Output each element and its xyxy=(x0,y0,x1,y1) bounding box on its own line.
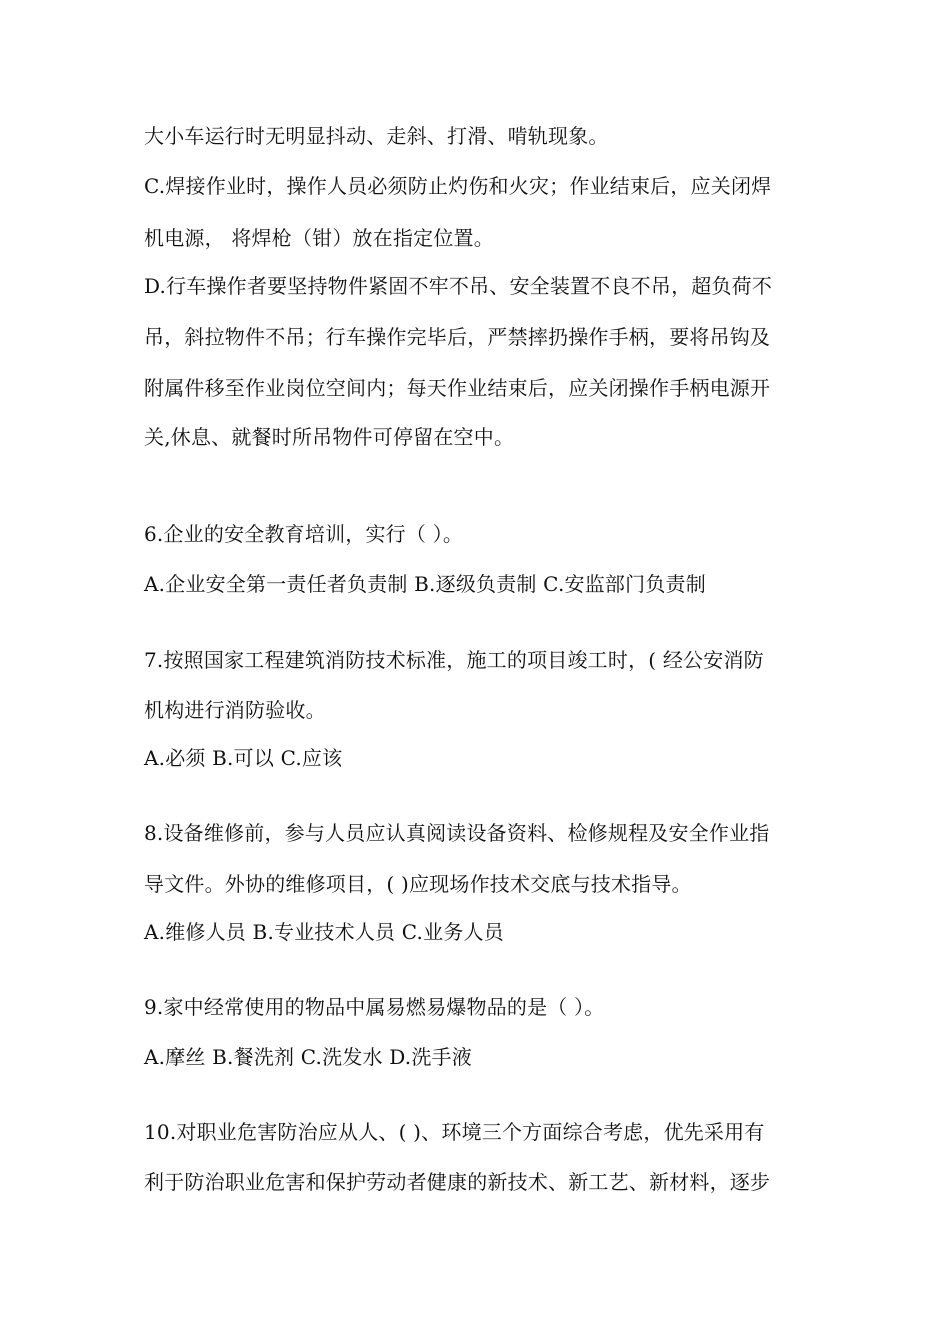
option-d-line-4: 关,休息、就餐时所吊物件可停留在空中。 xyxy=(144,425,515,449)
option-d-line-3: 附属件移至作业岗位空间内；每天作业结束后，应关闭操作手柄电源开 xyxy=(144,376,771,400)
question-6-options: A.企业安全第一责任者负责制 B.逐级负责制 C.安监部门负责制 xyxy=(144,572,706,596)
option-d-line-1: D.行车操作者要坚持物件紧固不牢不吊、安全装置不良不吊，超负荷不 xyxy=(144,274,773,298)
question-9-options: A.摩丝 B.餐洗剂 C.洗发水 D.洗手液 xyxy=(144,1045,472,1069)
question-6: 6.企业的安全教育培训，实行（ ）。 xyxy=(144,522,464,546)
question-8-line-2: 导文件。外协的维修项目，( )应现场作技术交底与技术指导。 xyxy=(144,872,692,896)
option-d-line-2: 吊，斜拉物件不吊；行车操作完毕后，严禁摔扔操作手柄，要将吊钩及 xyxy=(144,325,771,349)
question-7-line-2: 机构进行消防验收。 xyxy=(144,698,326,722)
question-8-line-1: 8.设备维修前，参与人员应认真阅读设备资料、检修规程及安全作业指 xyxy=(144,821,770,845)
text-line-continuation: 大小车运行时无明显抖动、走斜、打滑、啃轨现象。 xyxy=(144,124,609,148)
question-9: 9.家中经常使用的物品中属易燃易爆物品的是（ ）。 xyxy=(144,995,605,1019)
option-c-line-1: C.焊接作业时，操作人员必须防止灼伤和火灾；作业结束后，应关闭焊 xyxy=(144,174,772,198)
option-c-line-2: 机电源， 将焊枪（钳）放在指定位置。 xyxy=(144,226,494,250)
question-7-options: A.必须 B.可以 C.应该 xyxy=(144,746,343,770)
question-8-options: A.维修人员 B.专业技术人员 C.业务人员 xyxy=(144,920,504,944)
question-10-line-2: 利于防治职业危害和保护劳动者健康的新技术、新工艺、新材料，逐步 xyxy=(144,1170,771,1194)
question-10-line-1: 10.对职业危害防治应从人、( )、环境三个方面综合考虑，优先采用有 xyxy=(144,1120,765,1144)
question-7-line-1: 7.按照国家工程建筑消防技术标准，施工的项目竣工时，( 经公安消防 xyxy=(144,648,764,672)
